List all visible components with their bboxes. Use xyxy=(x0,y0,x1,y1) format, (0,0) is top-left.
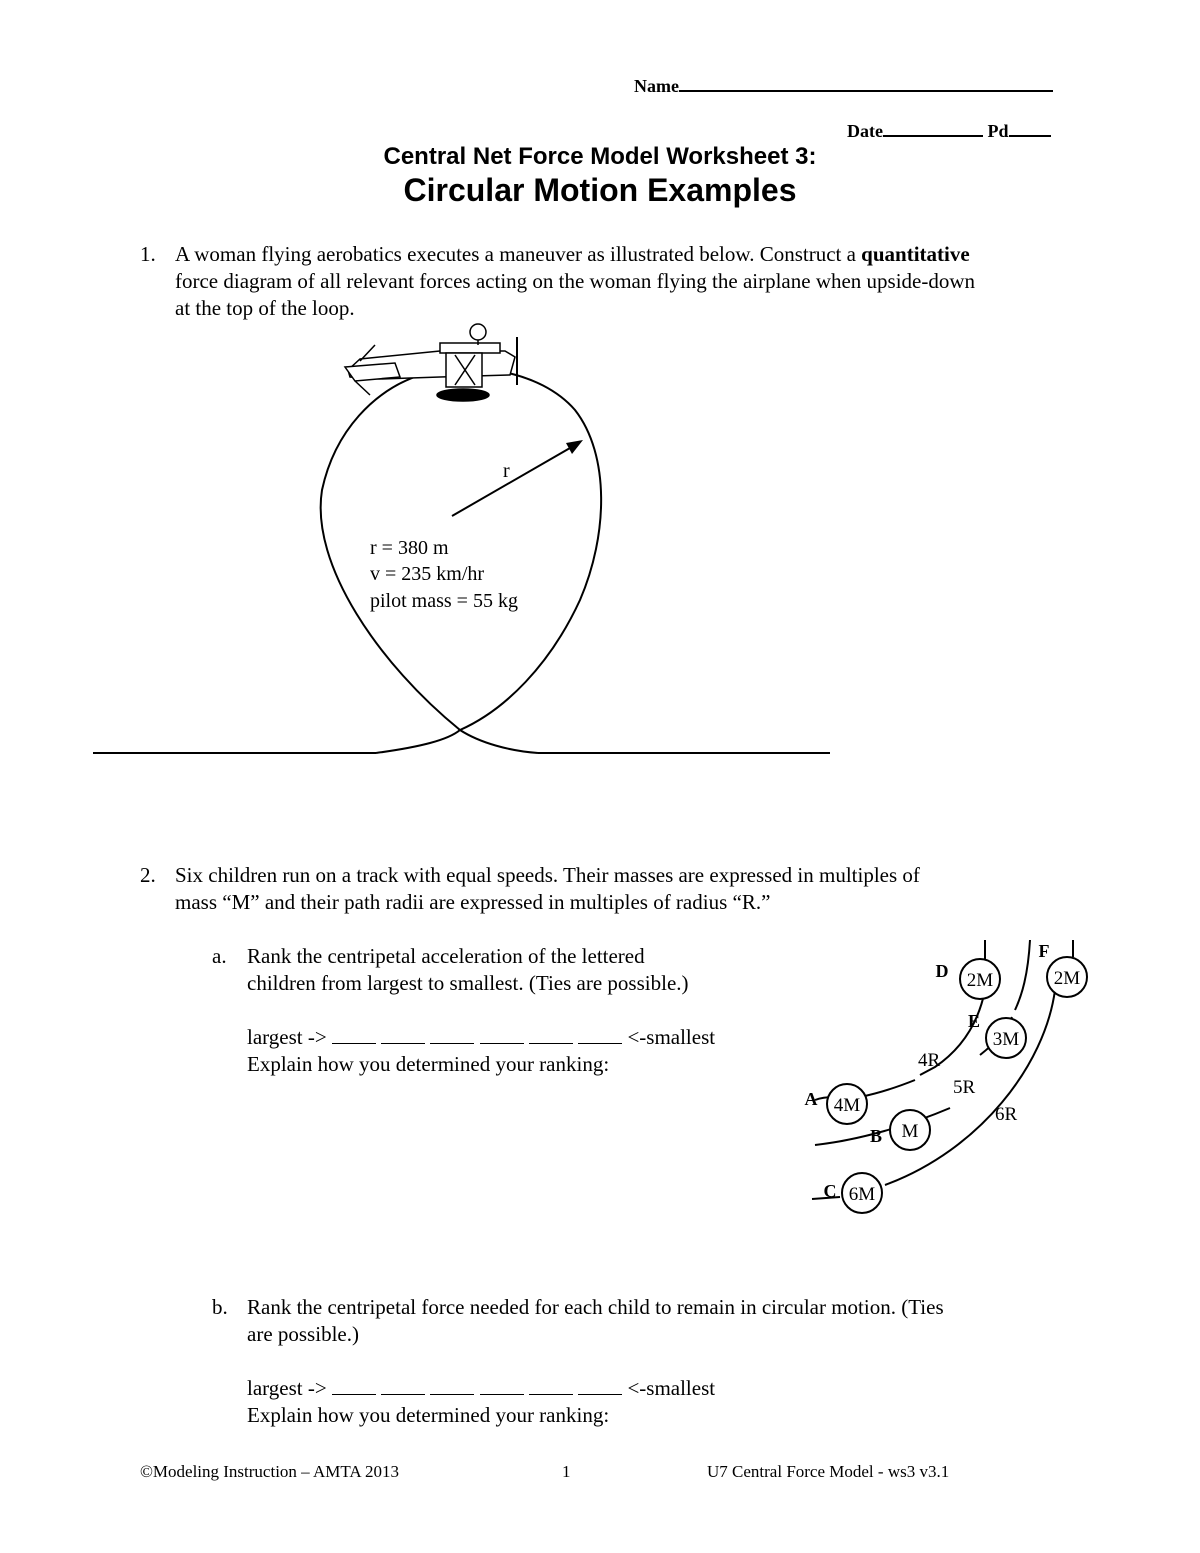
part-b-rank-end: <-smallest xyxy=(627,1376,716,1400)
loop-path xyxy=(321,368,601,753)
part-b-letter: b. xyxy=(212,1295,228,1319)
radius-arrow-shaft xyxy=(452,448,570,516)
part-a-text xyxy=(247,943,787,1078)
child-b-mass: M xyxy=(901,1121,919,1142)
name-label: Name xyxy=(634,76,679,96)
child-d xyxy=(936,959,1001,999)
child-b-letter: B xyxy=(869,1126,883,1146)
q1-line1-text: A woman flying aerobatics executes a maneuver as illustrated below. Construct a xyxy=(175,242,862,266)
part-b-blank-4[interactable] xyxy=(480,1378,524,1395)
part-a-line2: children from largest to smallest. (Ties are possible.) xyxy=(247,971,689,995)
pd-label: Pd xyxy=(987,121,1009,141)
name-field xyxy=(634,72,1053,97)
page-number: 1 xyxy=(562,1462,571,1481)
part-a-line1: Rank the centripetal acceleration of the lettered xyxy=(247,944,645,968)
part-b-rank-start: largest -> xyxy=(247,1376,327,1400)
date-pd-field xyxy=(847,117,1051,142)
child-f-letter: F xyxy=(1038,941,1050,961)
child-b xyxy=(870,1110,930,1150)
q1-number: 1. xyxy=(140,242,156,266)
pd-blank[interactable] xyxy=(1009,117,1051,137)
given-radius: r = 380 m xyxy=(370,537,449,559)
given-speed: v = 235 km/hr xyxy=(370,563,485,585)
track-figure xyxy=(790,935,1100,1225)
radius-label-6r: 6R xyxy=(995,1104,1018,1125)
child-f xyxy=(1039,941,1088,997)
part-a-rank-row xyxy=(247,1024,787,1051)
child-a-mass: 4M xyxy=(833,1095,861,1116)
name-blank[interactable] xyxy=(679,72,1053,92)
part-b-blank-2[interactable] xyxy=(381,1378,425,1395)
radius-label-4r: 4R xyxy=(918,1050,941,1071)
worksheet-title: Central Net Force Model Worksheet 3: xyxy=(383,143,817,170)
part-b-line2: are possible.) xyxy=(247,1322,359,1346)
part-a-blank-6[interactable] xyxy=(578,1027,622,1044)
child-e-letter: E xyxy=(967,1011,981,1031)
child-e xyxy=(968,1011,1026,1058)
child-d-letter: D xyxy=(935,961,949,981)
child-a-letter: A xyxy=(804,1089,818,1109)
radius-label-5r: 5R xyxy=(953,1077,976,1098)
child-a xyxy=(805,1084,868,1124)
date-blank[interactable] xyxy=(883,117,983,137)
q1-text xyxy=(175,241,1115,322)
q1-line2: force diagram of all relevant forces acting on the woman flying the airplane when upside-down xyxy=(175,269,976,293)
loop-figure xyxy=(0,315,900,775)
part-a-letter: a. xyxy=(212,944,227,968)
part-b-text xyxy=(247,1294,1107,1429)
given-mass: pilot mass = 55 kg xyxy=(370,590,518,612)
part-b-blank-3[interactable] xyxy=(430,1378,474,1395)
q2-line2: mass “M” and their path radii are expressed in multiples of radius “R.” xyxy=(175,890,771,914)
child-e-mass: 3M xyxy=(992,1029,1020,1050)
q1-line1 xyxy=(175,241,1115,268)
part-a-rank-start: largest -> xyxy=(247,1025,327,1049)
footer-right: U7 Central Force Model - ws3 v3.1 xyxy=(707,1462,950,1481)
child-c-letter: C xyxy=(823,1181,837,1201)
part-a-blank-3[interactable] xyxy=(430,1027,474,1044)
q1-line3: at the top of the loop. xyxy=(175,296,355,320)
radius-arrowhead xyxy=(566,440,583,454)
child-c-mass: 6M xyxy=(848,1184,876,1205)
part-a-blank-1[interactable] xyxy=(332,1027,376,1044)
child-d-mass: 2M xyxy=(966,970,994,991)
part-b-blank-6[interactable] xyxy=(578,1378,622,1395)
part-b-explain: Explain how you determined your ranking: xyxy=(247,1403,610,1427)
child-c xyxy=(824,1173,883,1213)
airplane-icon xyxy=(345,324,517,401)
track-inner-lower xyxy=(860,1080,915,1097)
part-b-blank-1[interactable] xyxy=(332,1378,376,1395)
date-label: Date xyxy=(847,121,883,141)
part-b-blank-5[interactable] xyxy=(529,1378,573,1395)
part-b-rank-row xyxy=(247,1375,1107,1402)
q2-text xyxy=(175,862,1115,916)
q2-number: 2. xyxy=(140,863,156,887)
footer-left: ©Modeling Instruction – AMTA 2013 xyxy=(140,1462,399,1481)
q2-line1: Six children run on a track with equal speeds. Their masses are expressed in multiples of xyxy=(175,863,920,887)
part-a-blank-4[interactable] xyxy=(480,1027,524,1044)
child-f-mass: 2M xyxy=(1053,968,1081,989)
worksheet-subtitle: Circular Motion Examples xyxy=(403,172,797,208)
part-a-blank-5[interactable] xyxy=(529,1027,573,1044)
part-a-rank-end: <-smallest xyxy=(627,1025,716,1049)
part-a-blank-2[interactable] xyxy=(381,1027,425,1044)
part-b-line1: Rank the centripetal force needed for each child to remain in circular motion. (Ties xyxy=(247,1295,944,1319)
part-a-explain: Explain how you determined your ranking: xyxy=(247,1052,610,1076)
q1-bold-word: quantitative xyxy=(861,242,970,266)
radius-label: r xyxy=(503,460,510,482)
